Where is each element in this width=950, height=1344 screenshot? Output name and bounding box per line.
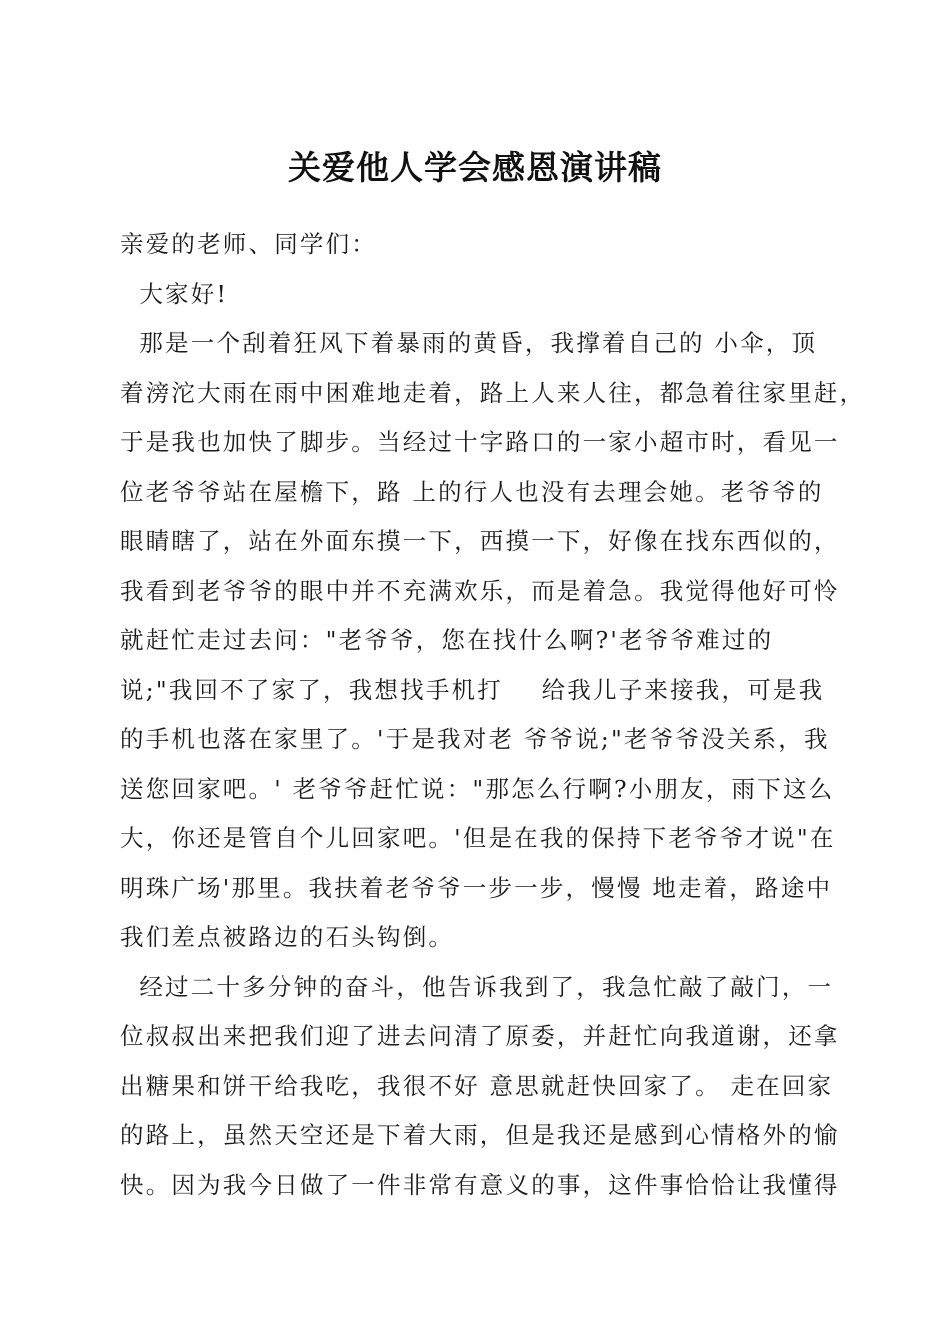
text-line: 出糖果和饼干给我吃，我很不好 意思就赶快回家了。 走在回家	[120, 1072, 834, 1100]
text-line: 眼睛瞎了，站在外面东摸一下，西摸一下，好像在找东西似的，	[120, 527, 840, 555]
text-line: 快。因为我今日做了一件非常有意义的事，这件事恰恰让我懂得	[120, 1171, 840, 1199]
text-line: 明珠广场'那里。我扶着老爷爷一步一步，慢慢 地走着，路途中	[120, 874, 833, 902]
text-line: 着滂沱大雨在雨中困难地走着，路上人来人往，都急着往家里赶，	[120, 379, 866, 407]
text-line: 就赶忙走过去问："老爷爷，您在找什么啊?'老爷爷难过的	[120, 626, 774, 654]
text-line: 说;"我回不了家了，我想找手机打 给我儿子来接我，可是我	[120, 676, 825, 704]
text-line: 经过二十多分钟的奋斗，他告诉我到了，我急忙敲了敲门，一	[120, 973, 834, 1001]
text-line: 大家好!	[120, 280, 229, 308]
text-line: 的手机也落在家里了。'于是我对老 爷爷说;"老爷爷没关系，我	[120, 725, 830, 753]
text-line: 于是我也加快了脚步。当经过十字路口的一家小超市时，看见一	[120, 428, 840, 456]
text-line: 位叔叔出来把我们迎了进去问清了原委，并赶忙向我道谢，还拿	[120, 1022, 840, 1050]
text-line: 我们差点被路边的石头钩倒。	[120, 923, 455, 951]
text-line: 送您回家吧。' 老爷爷赶忙说："那怎么行啊?小朋友，雨下这么	[120, 775, 835, 803]
text-line: 那是一个刮着狂风下着暴雨的黄昏，我撑着自己的 小伞，顶	[120, 329, 818, 357]
text-line: 位老爷爷站在屋檐下，路 上的行人也没有去理会她。老爷爷的	[120, 478, 824, 506]
text-line: 大，你还是管自个儿回家吧。'但是在我的保持下老爷爷才说"在	[120, 824, 836, 852]
page-title: 关爱他人学会感恩演讲稿	[288, 148, 662, 187]
text-line: 我看到老爷爷的眼中并不充满欢乐，而是着急。我觉得他好可怜	[120, 577, 840, 605]
text-line: 的路上，虽然天空还是下着大雨，但是我还是感到心情格外的愉	[120, 1121, 840, 1149]
text-line: 亲爱的老师、同学们：	[120, 230, 377, 258]
